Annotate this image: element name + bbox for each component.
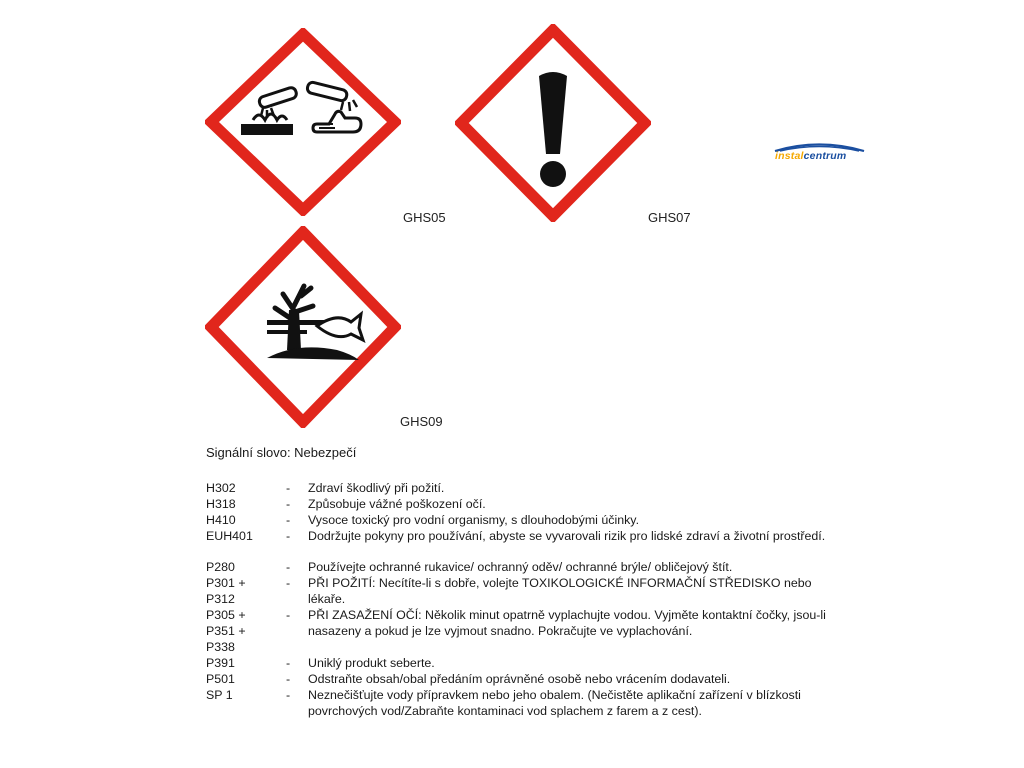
p-statement-row [206, 559, 826, 575]
statement-code: P301 + P312 [206, 576, 246, 606]
statement-code: H318 [206, 497, 236, 511]
statement-text: Používejte ochranné rukavice/ ochranný oděv/ ochranné brýle/ obličejový štít. [308, 560, 733, 574]
statement-text: Dodržujte pokyny pro používání, abyste se vyvarovali rizik pro lidské zdraví a životní prostředí. [308, 529, 826, 543]
ghs09-pictogram [205, 226, 401, 428]
instalcentrum-logo [772, 140, 867, 166]
separator: - [286, 688, 291, 702]
p-statement-row [206, 575, 826, 607]
ghs07-pictogram [455, 24, 651, 222]
statement-text: Vysoce toxický pro vodní organismy, s dlouhodobými účinky. [308, 513, 640, 527]
hazard-precaution-list [206, 480, 826, 719]
ghs05-pictogram [205, 28, 401, 216]
separator: - [286, 513, 291, 527]
separator: - [286, 481, 291, 495]
statement-code: SP 1 [206, 688, 233, 702]
separator: - [286, 672, 291, 686]
statement-text: PŘI POŽITÍ: Necítíte-li s dobře, volejte TOXIKOLOGICKÉ INFORMAČNÍ STŘEDISKO nebo lékaře. [308, 576, 812, 606]
statement-code: P305 + P351 + P338 [206, 608, 246, 654]
separator: - [286, 576, 291, 590]
statement-code: EUH401 [206, 529, 253, 543]
statement-code: P501 [206, 672, 235, 686]
statement-text: Odstraňte obsah/obal předáním oprávněné osobě nebo vrácením dodavateli. [308, 672, 731, 686]
separator: - [286, 656, 291, 670]
p-statement-row [206, 655, 826, 671]
p-statement-row [206, 687, 826, 719]
statement-code: H302 [206, 481, 236, 495]
statement-text: Zdraví škodlivý při požití. [308, 481, 445, 495]
ghs05-label: GHS05 [403, 210, 446, 225]
statement-code: P391 [206, 656, 235, 670]
statement-text: PŘI ZASAŽENÍ OČÍ: Několik minut opatrně vyplachujte vodou. Vyjměte kontaktní čočky, jsou-li nasazeny a pokud je lze vyjmout snadno. Pokračujte ve vyplachování. [308, 608, 826, 638]
ghs09-label: GHS09 [400, 414, 443, 429]
separator: - [286, 497, 291, 511]
statement-text: Uniklý produkt seberte. [308, 656, 435, 670]
signal-word: Signální slovo: Nebezpečí [206, 445, 357, 460]
statement-code: P280 [206, 560, 235, 574]
p-statement-row [206, 607, 826, 655]
h-statement-row [206, 528, 826, 544]
logo-part1: instal [775, 150, 804, 162]
h-statement-row [206, 480, 826, 496]
separator: - [286, 529, 291, 543]
statement-code: H410 [206, 513, 236, 527]
logo-part2: centrum [803, 150, 847, 162]
ghs07-label: GHS07 [648, 210, 691, 225]
statement-text: Způsobuje vážné poškození očí. [308, 497, 486, 511]
separator: - [286, 608, 291, 622]
h-statement-row [206, 512, 826, 528]
statement-text: Neznečišťujte vody přípravkem nebo jeho obalem. (Nečistěte aplikační zařízení v blízkosti povrchových vod/Zabraňte kontaminaci vod splachem z farem a z cest). [308, 688, 801, 718]
separator: - [286, 560, 291, 574]
h-statement-row [206, 496, 826, 512]
p-statement-row [206, 671, 826, 687]
